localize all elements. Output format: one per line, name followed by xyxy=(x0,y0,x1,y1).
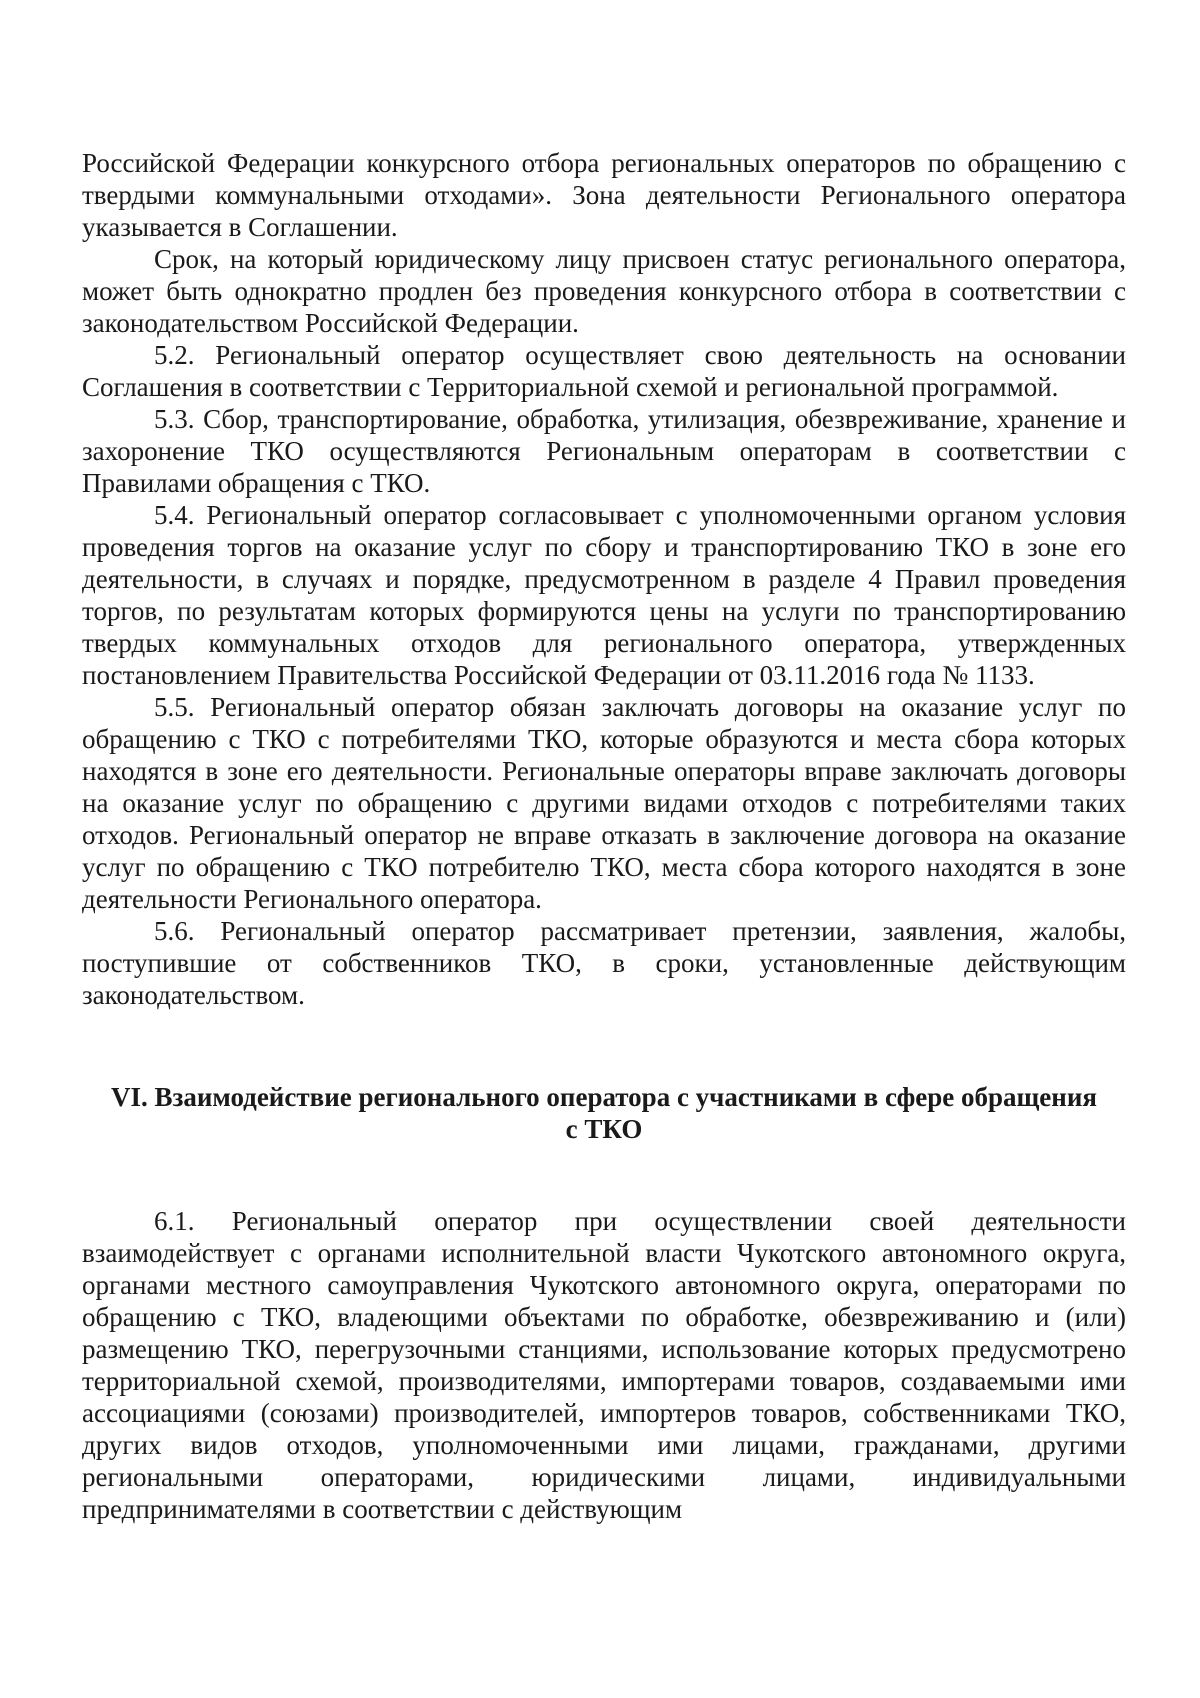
section-heading xyxy=(82,1081,1126,1145)
paragraph-5-3: 5.3. Сбор, транспортирование, обработка, утилизация, обезвреживание, хранение и захоронение ТКО осуществляются Региональным операторам в соответствии с Правилами обращения с ТКО. xyxy=(82,404,1126,498)
paragraph-5-6: 5.6. Региональный оператор рассматривает претензии, заявления, жалобы, поступившие от собственников ТКО, в сроки, установленные действующим законодательством. xyxy=(82,916,1126,1010)
section-heading-line1: VI. Взаимодействие регионального оператора с участниками в сфере обращения xyxy=(110,1082,1097,1112)
section-heading-line2: с ТКО xyxy=(565,1114,643,1144)
paragraph-6-1: 6.1. Региональный оператор при осуществлении своей деятельности взаимодействует с органами исполнительной власти Чукотского автономного округа, органами местного самоуправления Чукотского автономного округа, операторами по обращению с ТКО, владеющими объектами по обработке, обезвреживанию и (или) размещению ТКО, перегрузочными станциями, использование которых предусмотрено территориальной схемой, производителями, импортерами товаров, создаваемыми ими ассоциациями (союзами) производителей, импортеров товаров, собственниками ТКО, других видов отходов, уполномоченными ими лицами, гражданами, другими региональными операторами, юридическими лицами, индивидуальными предпринимателями в соответствии с действующим xyxy=(82,1206,1126,1524)
document-body xyxy=(82,147,1126,1525)
paragraph-5-5: 5.5. Региональный оператор обязан заключать договоры на оказание услуг по обращению с ТКО с потребителями ТКО, которые образуются и места сбора которых находятся в зоне его деятельности. Региональные операторы вправе заключать договоры на оказание услуг по обращению с другими видами отходов с потребителями таких отходов. Региональный оператор не вправе отказать в заключение договора на оказание услуг по обращению с ТКО потребителю ТКО, места сбора которого находятся в зоне деятельности Регионального оператора. xyxy=(82,692,1126,914)
paragraph-5-4: 5.4. Региональный оператор согласовывает с уполномоченными органом условия проведения торгов на оказание услуг по сбору и транспортированию ТКО в зоне его деятельности, в случаях и порядке, предусмотренном в разделе 4 Правил проведения торгов, по результатам которых формируются цены на услуги по транспортированию твердых коммунальных отходов для регионального оператора, утвержденных постановлением Правительства Российской Федерации от 03.11.2016 года № 1133. xyxy=(82,500,1126,690)
paragraph-5-2: 5.2. Региональный оператор осуществляет свою деятельность на основании Соглашения в соответствии с Территориальной схемой и региональной программой. xyxy=(82,340,1126,402)
paragraph-term-extension: Срок, на который юридическому лицу присвоен статус регионального оператора, может быть однократно продлен без проведения конкурсного отбора в соответствии с законодательством Российской Федерации. xyxy=(82,244,1126,338)
paragraph-continuation: Российской Федерации конкурсного отбора региональных операторов по обращению с твердыми коммунальными отходами». Зона деятельности Регионального оператора указывается в Соглашении. xyxy=(82,148,1126,242)
